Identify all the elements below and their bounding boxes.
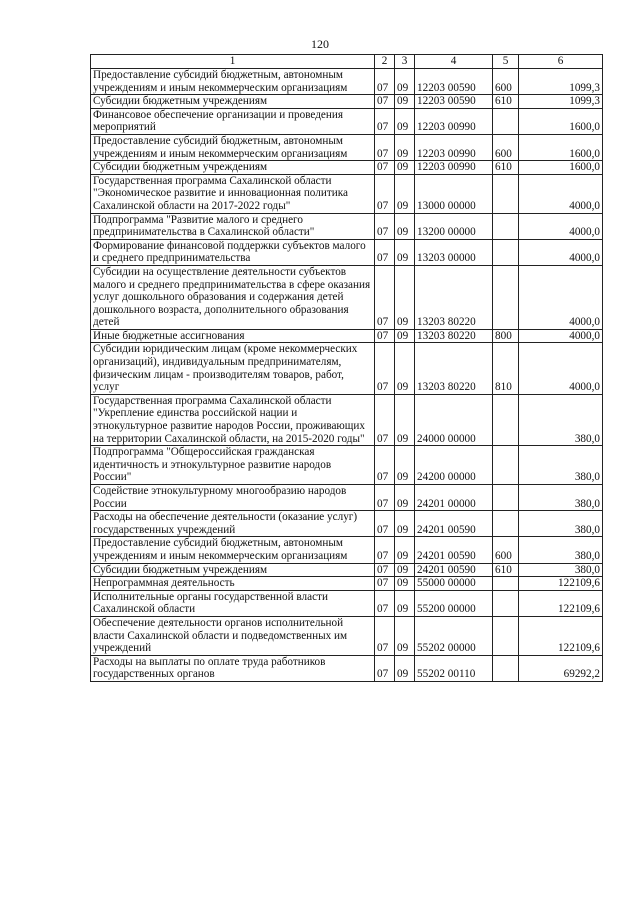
table-row bbox=[91, 134, 603, 160]
row-name: Государственная программа Сахалинской области "Укрепление единства российской нации и этнокультурное развитие народов России, проживающих на территории Сахалинской области, на 2015-2020 годы" bbox=[91, 394, 375, 445]
row-name: Финансовое обеспечение организации и проведения мероприятий bbox=[91, 108, 375, 134]
row-section: 07 bbox=[375, 213, 395, 239]
table-row bbox=[91, 265, 603, 329]
row-section: 07 bbox=[375, 239, 395, 265]
table-row bbox=[91, 577, 603, 591]
row-amount: 122109,6 bbox=[519, 590, 603, 616]
row-name: Подпрограмма "Общероссийская гражданская идентичность и этнокультурное развитие народов России" bbox=[91, 446, 375, 485]
table-row bbox=[91, 563, 603, 577]
header-col-3: 3 bbox=[395, 55, 415, 69]
row-expense-type bbox=[493, 174, 519, 213]
row-amount: 4000,0 bbox=[519, 213, 603, 239]
header-col-1: 1 bbox=[91, 55, 375, 69]
row-name: Содействие этнокультурному многообразию народов России bbox=[91, 485, 375, 511]
row-subsection: 09 bbox=[395, 174, 415, 213]
row-section: 07 bbox=[375, 511, 395, 537]
row-target-article: 24201 00590 bbox=[415, 511, 493, 537]
row-name: Субсидии бюджетным учреждениям bbox=[91, 95, 375, 109]
row-section: 07 bbox=[375, 343, 395, 394]
row-section: 07 bbox=[375, 394, 395, 445]
budget-table-body bbox=[91, 55, 603, 682]
table-row bbox=[91, 511, 603, 537]
row-section: 07 bbox=[375, 69, 395, 95]
row-name: Субсидии бюджетным учреждениям bbox=[91, 161, 375, 175]
table-row bbox=[91, 343, 603, 394]
row-section: 07 bbox=[375, 134, 395, 160]
row-subsection: 09 bbox=[395, 485, 415, 511]
table-row bbox=[91, 108, 603, 134]
row-section: 07 bbox=[375, 590, 395, 616]
row-subsection: 09 bbox=[395, 69, 415, 95]
row-section: 07 bbox=[375, 174, 395, 213]
row-amount: 4000,0 bbox=[519, 174, 603, 213]
row-name: Предоставление субсидий бюджетным, автономным учреждениям и иным некоммерческим организациям bbox=[91, 69, 375, 95]
row-amount: 380,0 bbox=[519, 394, 603, 445]
row-subsection: 09 bbox=[395, 590, 415, 616]
table-row bbox=[91, 616, 603, 655]
table-row bbox=[91, 69, 603, 95]
row-section: 07 bbox=[375, 485, 395, 511]
row-name: Субсидии на осуществление деятельности субъектов малого и среднего предпринимательства в сфере оказания услуг дошкольного образования и содержания детей дошкольного возраста, дополнительного образования детей bbox=[91, 265, 375, 329]
row-expense-type bbox=[493, 577, 519, 591]
header-col-4: 4 bbox=[415, 55, 493, 69]
table-row bbox=[91, 590, 603, 616]
header-col-5: 5 bbox=[493, 55, 519, 69]
row-target-article: 24000 00000 bbox=[415, 394, 493, 445]
row-subsection: 09 bbox=[395, 394, 415, 445]
row-expense-type: 610 bbox=[493, 161, 519, 175]
row-target-article: 24201 00590 bbox=[415, 537, 493, 563]
row-amount: 1099,3 bbox=[519, 95, 603, 109]
row-amount: 1600,0 bbox=[519, 134, 603, 160]
row-target-article: 13203 80220 bbox=[415, 265, 493, 329]
row-target-article: 12203 00590 bbox=[415, 69, 493, 95]
row-expense-type: 810 bbox=[493, 343, 519, 394]
header-col-6: 6 bbox=[519, 55, 603, 69]
table-row bbox=[91, 161, 603, 175]
row-subsection: 09 bbox=[395, 265, 415, 329]
row-subsection: 09 bbox=[395, 446, 415, 485]
table-row bbox=[91, 213, 603, 239]
row-amount: 69292,2 bbox=[519, 655, 603, 681]
row-target-article: 55202 00000 bbox=[415, 616, 493, 655]
row-subsection: 09 bbox=[395, 577, 415, 591]
row-name: Иные бюджетные ассигнования bbox=[91, 329, 375, 343]
table-row bbox=[91, 239, 603, 265]
row-target-article: 12203 00590 bbox=[415, 95, 493, 109]
row-subsection: 09 bbox=[395, 537, 415, 563]
row-subsection: 09 bbox=[395, 563, 415, 577]
row-subsection: 09 bbox=[395, 161, 415, 175]
row-section: 07 bbox=[375, 329, 395, 343]
header-col-2: 2 bbox=[375, 55, 395, 69]
row-subsection: 09 bbox=[395, 134, 415, 160]
row-name: Предоставление субсидий бюджетным, автономным учреждениям и иным некоммерческим организациям bbox=[91, 537, 375, 563]
row-amount: 380,0 bbox=[519, 511, 603, 537]
row-name: Формирование финансовой поддержки субъектов малого и среднего предпринимательства bbox=[91, 239, 375, 265]
row-expense-type bbox=[493, 590, 519, 616]
row-amount: 380,0 bbox=[519, 537, 603, 563]
row-name: Обеспечение деятельности органов исполнительной власти Сахалинской области и подведомственных им учреждений bbox=[91, 616, 375, 655]
table-header-row bbox=[91, 55, 603, 69]
row-amount: 380,0 bbox=[519, 485, 603, 511]
row-expense-type bbox=[493, 511, 519, 537]
row-target-article: 24201 00590 bbox=[415, 563, 493, 577]
row-section: 07 bbox=[375, 265, 395, 329]
row-target-article: 13203 80220 bbox=[415, 329, 493, 343]
row-expense-type: 600 bbox=[493, 134, 519, 160]
row-expense-type bbox=[493, 446, 519, 485]
row-subsection: 09 bbox=[395, 616, 415, 655]
row-expense-type bbox=[493, 616, 519, 655]
row-expense-type bbox=[493, 239, 519, 265]
row-target-article: 24200 00000 bbox=[415, 446, 493, 485]
row-section: 07 bbox=[375, 446, 395, 485]
row-name: Субсидии бюджетным учреждениям bbox=[91, 563, 375, 577]
row-name: Расходы на выплаты по оплате труда работников государственных органов bbox=[91, 655, 375, 681]
row-section: 07 bbox=[375, 563, 395, 577]
row-target-article: 12203 00990 bbox=[415, 161, 493, 175]
row-amount: 1600,0 bbox=[519, 108, 603, 134]
row-amount: 122109,6 bbox=[519, 577, 603, 591]
budget-table bbox=[90, 54, 603, 682]
row-name: Государственная программа Сахалинской области "Экономическое развитие и инновационная политика Сахалинской области на 2017-2022 годы" bbox=[91, 174, 375, 213]
row-section: 07 bbox=[375, 537, 395, 563]
row-section: 07 bbox=[375, 655, 395, 681]
row-subsection: 09 bbox=[395, 95, 415, 109]
row-target-article: 13203 00000 bbox=[415, 239, 493, 265]
table-row bbox=[91, 174, 603, 213]
row-expense-type: 610 bbox=[493, 563, 519, 577]
row-amount: 1600,0 bbox=[519, 161, 603, 175]
row-target-article: 55202 00110 bbox=[415, 655, 493, 681]
row-target-article: 55200 00000 bbox=[415, 590, 493, 616]
table-row bbox=[91, 655, 603, 681]
row-amount: 380,0 bbox=[519, 446, 603, 485]
row-subsection: 09 bbox=[395, 329, 415, 343]
row-expense-type: 800 bbox=[493, 329, 519, 343]
table-row bbox=[91, 95, 603, 109]
row-amount: 4000,0 bbox=[519, 265, 603, 329]
row-name: Расходы на обеспечение деятельности (оказание услуг) государственных учреждений bbox=[91, 511, 375, 537]
row-expense-type bbox=[493, 655, 519, 681]
row-name: Исполнительные органы государственной власти Сахалинской области bbox=[91, 590, 375, 616]
row-section: 07 bbox=[375, 95, 395, 109]
row-amount: 380,0 bbox=[519, 563, 603, 577]
table-row bbox=[91, 485, 603, 511]
table-row bbox=[91, 329, 603, 343]
row-expense-type: 600 bbox=[493, 537, 519, 563]
row-expense-type bbox=[493, 108, 519, 134]
row-subsection: 09 bbox=[395, 108, 415, 134]
row-target-article: 13203 80220 bbox=[415, 343, 493, 394]
row-name: Предоставление субсидий бюджетным, автономным учреждениям и иным некоммерческим организациям bbox=[91, 134, 375, 160]
row-expense-type bbox=[493, 265, 519, 329]
table-row bbox=[91, 446, 603, 485]
row-expense-type: 600 bbox=[493, 69, 519, 95]
row-target-article: 55000 00000 bbox=[415, 577, 493, 591]
row-expense-type bbox=[493, 485, 519, 511]
row-section: 07 bbox=[375, 616, 395, 655]
row-name: Непрограммная деятельность bbox=[91, 577, 375, 591]
row-target-article: 24201 00000 bbox=[415, 485, 493, 511]
row-amount: 4000,0 bbox=[519, 329, 603, 343]
row-subsection: 09 bbox=[395, 511, 415, 537]
row-target-article: 13000 00000 bbox=[415, 174, 493, 213]
row-section: 07 bbox=[375, 108, 395, 134]
row-amount: 4000,0 bbox=[519, 239, 603, 265]
row-name: Субсидии юридическим лицам (кроме некоммерческих организаций), индивидуальным предпринимателям, физическим лицам - производителям товаров, работ, услуг bbox=[91, 343, 375, 394]
row-amount: 1099,3 bbox=[519, 69, 603, 95]
row-target-article: 12203 00990 bbox=[415, 108, 493, 134]
table-row bbox=[91, 394, 603, 445]
page-number: 120 bbox=[311, 37, 329, 51]
row-subsection: 09 bbox=[395, 213, 415, 239]
row-section: 07 bbox=[375, 577, 395, 591]
row-target-article: 12203 00990 bbox=[415, 134, 493, 160]
row-expense-type bbox=[493, 394, 519, 445]
row-target-article: 13200 00000 bbox=[415, 213, 493, 239]
row-subsection: 09 bbox=[395, 655, 415, 681]
row-name: Подпрограмма "Развитие малого и среднего предпринимательства в Сахалинской области" bbox=[91, 213, 375, 239]
row-section: 07 bbox=[375, 161, 395, 175]
row-expense-type bbox=[493, 213, 519, 239]
row-amount: 122109,6 bbox=[519, 616, 603, 655]
row-amount: 4000,0 bbox=[519, 343, 603, 394]
table-row bbox=[91, 537, 603, 563]
row-subsection: 09 bbox=[395, 239, 415, 265]
row-subsection: 09 bbox=[395, 343, 415, 394]
row-expense-type: 610 bbox=[493, 95, 519, 109]
